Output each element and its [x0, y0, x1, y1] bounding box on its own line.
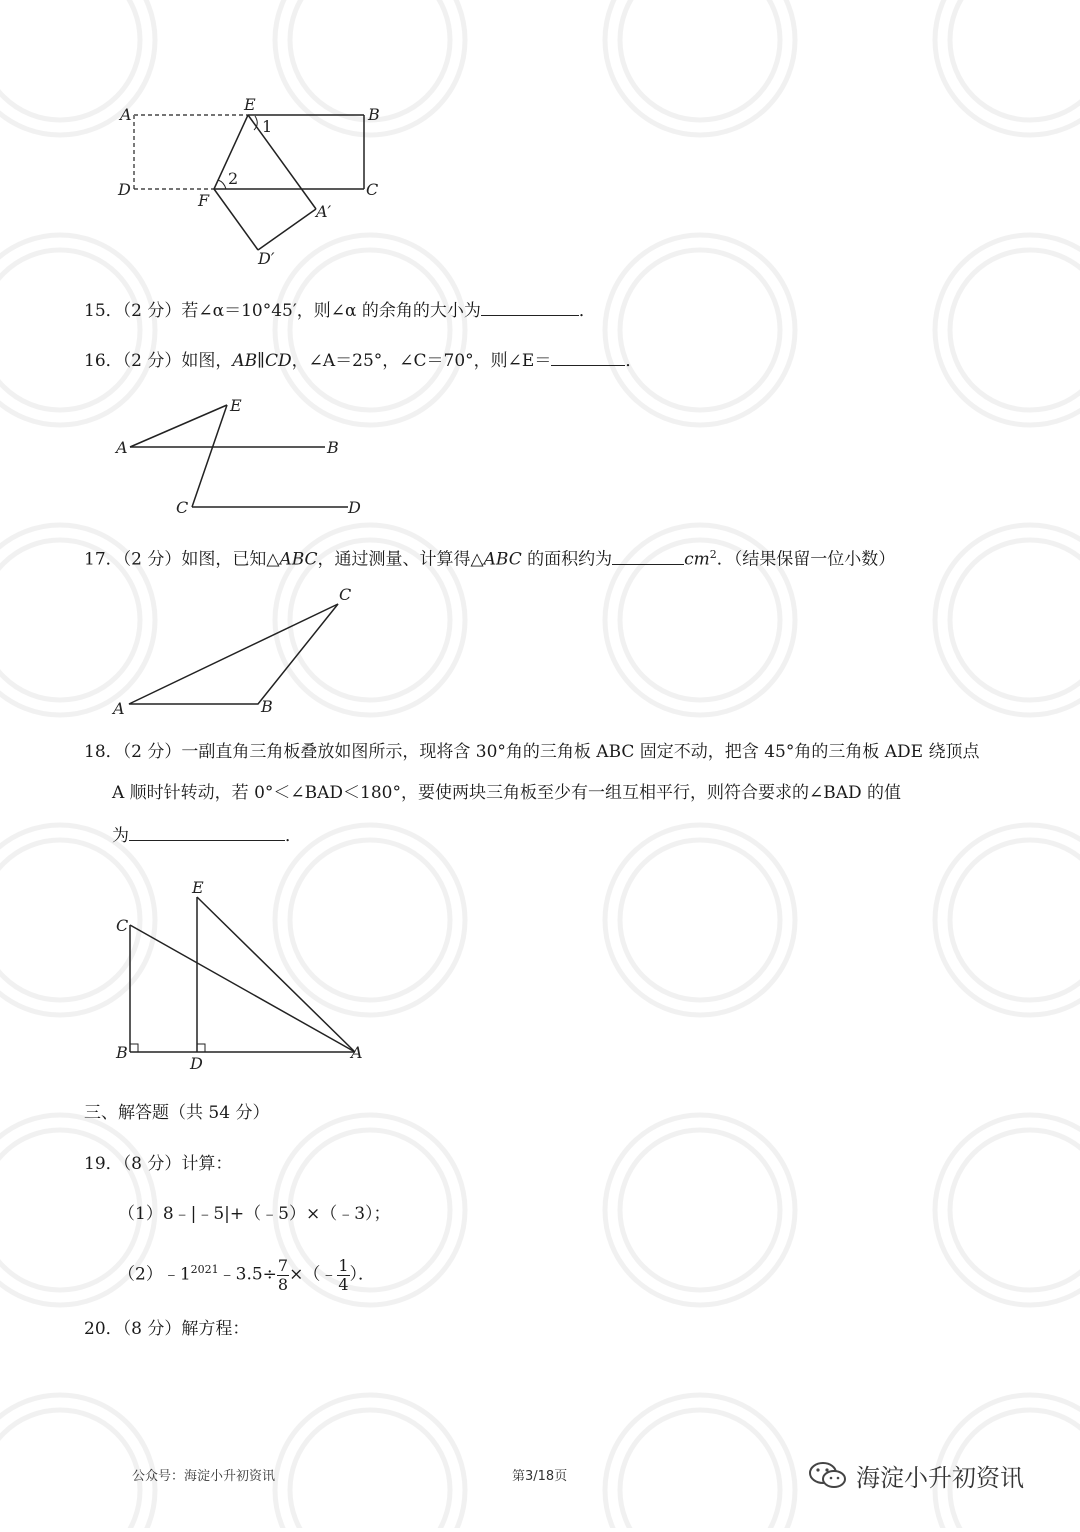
- fig14-label-a: A: [120, 105, 132, 124]
- figure-parallel-lines: [110, 395, 370, 520]
- watermark-ring: [605, 1395, 795, 1528]
- wechat-icon: [808, 1460, 848, 1490]
- fig14-label-d: D: [118, 180, 131, 199]
- watermark-ring: [620, 840, 780, 1000]
- question-17: 17．（2 分）如图，已知△ABC，通过测量、计算得△ABC 的面积约为 $cm^2$．（结果保留一位小数）: [84, 543, 895, 572]
- fig18-label-e: E: [192, 878, 204, 897]
- watermark-ring: [0, 1395, 155, 1528]
- watermark-ring: [620, 250, 780, 410]
- watermark-ring: [950, 1130, 1080, 1290]
- answer-blank-16: [551, 347, 625, 366]
- answer-blank-18: [129, 822, 285, 841]
- watermark-ring: [935, 0, 1080, 135]
- figure-triangle-abc: [105, 582, 365, 722]
- question-19: 19．（8 分）计算：: [84, 1154, 233, 1174]
- section-heading: 三、解答题（共 54 分）: [84, 1103, 270, 1123]
- watermark-ring: [290, 250, 450, 410]
- fig14-label-b: B: [368, 105, 380, 124]
- fig18-label-c: C: [116, 916, 129, 935]
- answer-blank-15: [481, 297, 579, 316]
- figure-fold-rectangle: [110, 92, 390, 272]
- footer-brand: 海淀小升初资讯: [856, 1464, 1024, 1492]
- question-16: 16．（2 分）如图，AB∥CD，∠A＝25°，∠C＝70°，则∠E＝ ．: [84, 347, 642, 373]
- fig14-label-a-prime: A′: [316, 202, 332, 221]
- watermark-ring: [605, 235, 795, 425]
- fig18-label-d: D: [190, 1054, 203, 1073]
- fig16-label-e: E: [230, 396, 242, 415]
- fig17-label-c: C: [339, 585, 352, 604]
- fig17-label-a: A: [113, 699, 125, 718]
- question-18-line2: A 顺时针转动，若 0°＜∠BAD＜180°，要使两块三角板至少有一组互相平行，则符合要求的∠BAD 的值: [112, 783, 902, 803]
- fig16-label-d: D: [348, 498, 361, 517]
- fig18-label-a: A: [351, 1043, 363, 1062]
- fig14-label-2: 2: [228, 169, 239, 188]
- fig14-label-1: 1: [262, 117, 273, 136]
- fraction-7-8: $\frac{7}{8}$: [277, 1255, 289, 1294]
- watermark-ring: [290, 1410, 450, 1528]
- watermark-ring: [950, 840, 1080, 1000]
- watermark-ring: [935, 825, 1080, 1015]
- fig14-label-e: E: [244, 95, 256, 114]
- watermark-ring: [0, 1410, 140, 1528]
- fig14-label-c: C: [366, 180, 379, 199]
- watermark-ring: [620, 1130, 780, 1290]
- fig16-label-c: C: [176, 498, 189, 517]
- question-15: 15．（2 分）若∠α＝10°45′，则∠α 的余角的大小为 ．: [84, 297, 596, 323]
- watermark-ring: [620, 1410, 780, 1528]
- watermark-ring: [950, 0, 1080, 120]
- watermark-ring: [0, 250, 140, 410]
- watermark-ring: [620, 0, 780, 120]
- footer-page-number: 第3/18页: [512, 1469, 568, 1484]
- question-20: 20．（8 分）解方程：: [84, 1319, 250, 1339]
- answer-blank-17: [612, 546, 684, 565]
- fig16-label-a: A: [116, 438, 128, 457]
- fig18-label-b: B: [116, 1043, 128, 1062]
- fraction-1-4: $\frac{1}{4}$: [338, 1255, 349, 1294]
- watermark-ring: [935, 525, 1080, 715]
- question-19-part1: （1）8﹣|﹣5|+（﹣5）×（﹣3）；: [118, 1204, 391, 1224]
- watermark-ring: [605, 825, 795, 1015]
- watermark-ring: [950, 250, 1080, 410]
- figure-set-squares: [108, 875, 378, 1075]
- watermark-ring: [935, 1115, 1080, 1305]
- watermark-ring: [935, 235, 1080, 425]
- watermark-ring: [605, 1115, 795, 1305]
- watermark-ring: [605, 0, 795, 135]
- question-19-part2: $(2)﹣1^{2021}﹣3.5\div$ $\frac{7}{8}$ ×（﹣ $\frac{1}{4}$ ）．: [118, 1255, 376, 1294]
- footer-account: 公众号：海淀小升初资讯: [132, 1469, 276, 1484]
- fig14-label-d-prime: D′: [258, 249, 275, 268]
- fig16-label-b: B: [327, 438, 339, 457]
- fig17-label-b: B: [261, 697, 273, 716]
- question-18-line3: 为 ．: [112, 822, 302, 848]
- question-18: 18．（2 分）一副直角三角板叠放如图所示，现将含 30°角的三角板 ABC 固定不动，把含 45°角的三角板 ADE 绕顶点: [84, 742, 980, 762]
- watermark-ring: [275, 1395, 465, 1528]
- watermark-ring: [950, 540, 1080, 700]
- fig14-label-f: F: [198, 191, 210, 210]
